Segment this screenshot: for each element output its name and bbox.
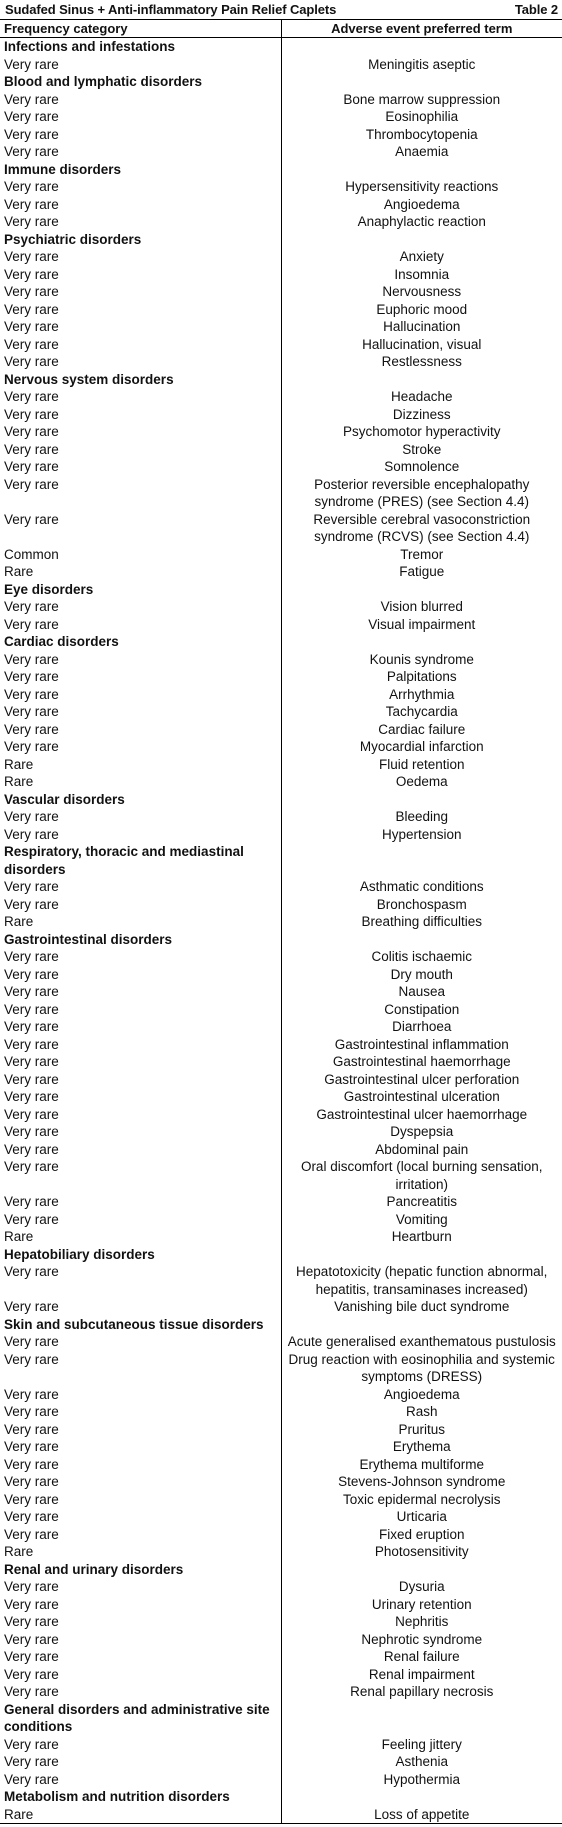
category-label: Renal and urinary disorders bbox=[0, 1561, 281, 1579]
table-row bbox=[0, 1456, 562, 1474]
category-row bbox=[0, 371, 562, 389]
frequency-cell: Very rare bbox=[0, 388, 281, 406]
table-row bbox=[0, 668, 562, 686]
frequency-cell: Very rare bbox=[0, 948, 281, 966]
term-cell: Anaphylactic reaction bbox=[357, 214, 486, 229]
term-cell: Vanishing bile duct syndrome bbox=[334, 1299, 510, 1314]
term-cell: Diarrhoea bbox=[392, 1019, 452, 1034]
frequency-cell: Rare bbox=[0, 563, 281, 581]
term-cell: Feeling jittery bbox=[381, 1736, 462, 1752]
frequency-cell: Very rare bbox=[0, 1333, 281, 1351]
table-row bbox=[0, 458, 562, 476]
frequency-cell: Very rare bbox=[0, 1193, 281, 1211]
term-cell: Constipation bbox=[384, 1001, 460, 1017]
term-cell: Thrombocytopenia bbox=[365, 126, 478, 142]
category-spacer bbox=[281, 1246, 562, 1264]
term-cell: Renal failure bbox=[383, 1649, 460, 1664]
term-cell: Gastrointestinal haemorrhage bbox=[332, 1054, 511, 1069]
frequency-cell: Very rare bbox=[0, 896, 281, 914]
frequency-cell: Very rare bbox=[0, 1508, 281, 1526]
table-row bbox=[0, 616, 562, 634]
term-cell: Dyspepsia bbox=[390, 1124, 454, 1139]
table-row bbox=[0, 721, 562, 739]
table-row bbox=[0, 1071, 562, 1089]
category-row bbox=[0, 1701, 562, 1736]
table-row bbox=[0, 196, 562, 214]
frequency-cell: Very rare bbox=[0, 1141, 281, 1159]
frequency-cell: Very rare bbox=[0, 108, 281, 126]
category-label: Metabolism and nutrition disorders bbox=[0, 1788, 281, 1806]
term-cell: Vomiting bbox=[395, 1211, 448, 1227]
table-row bbox=[0, 1631, 562, 1649]
term-cell: Rash bbox=[405, 1404, 438, 1419]
term-cell: Reversible cerebral vasoconstriction syndrome (RCVS) (see Section 4.4) bbox=[313, 511, 531, 544]
category-row bbox=[0, 1788, 562, 1806]
table-row bbox=[0, 56, 562, 74]
adverse-events-table bbox=[0, 20, 562, 1824]
frequency-cell: Very rare bbox=[0, 336, 281, 354]
table-row bbox=[0, 248, 562, 266]
frequency-cell: Very rare bbox=[0, 511, 281, 546]
frequency-cell: Very rare bbox=[0, 196, 281, 214]
frequency-cell: Very rare bbox=[0, 353, 281, 371]
frequency-cell: Very rare bbox=[0, 178, 281, 196]
term-cell: Bone marrow suppression bbox=[343, 91, 501, 107]
frequency-cell: Very rare bbox=[0, 318, 281, 336]
term-cell: Vision blurred bbox=[380, 599, 463, 614]
frequency-cell: Common bbox=[0, 546, 281, 564]
term-cell: Urticaria bbox=[396, 1509, 447, 1524]
table-row bbox=[0, 896, 562, 914]
table-row bbox=[0, 1753, 562, 1771]
category-spacer bbox=[281, 371, 562, 389]
table-row bbox=[0, 423, 562, 441]
frequency-cell: Very rare bbox=[0, 721, 281, 739]
term-cell: Gastrointestinal inflammation bbox=[334, 1036, 509, 1052]
table-row bbox=[0, 1263, 562, 1298]
table-header-row bbox=[0, 20, 562, 38]
table-row bbox=[0, 178, 562, 196]
frequency-cell: Very rare bbox=[0, 651, 281, 669]
column-header-frequency: Frequency category bbox=[0, 20, 281, 38]
term-cell: Oedema bbox=[395, 774, 448, 789]
table-row bbox=[0, 1508, 562, 1526]
frequency-cell: Very rare bbox=[0, 1456, 281, 1474]
table-row bbox=[0, 1193, 562, 1211]
frequency-cell: Very rare bbox=[0, 1438, 281, 1456]
frequency-cell: Very rare bbox=[0, 1736, 281, 1754]
table-row bbox=[0, 1683, 562, 1701]
category-spacer bbox=[281, 581, 562, 599]
table-row bbox=[0, 266, 562, 284]
term-cell: Tachycardia bbox=[385, 704, 458, 719]
frequency-cell: Very rare bbox=[0, 91, 281, 109]
table-row bbox=[0, 546, 562, 564]
term-cell: Nephrotic syndrome bbox=[361, 1631, 483, 1647]
category-label: Vascular disorders bbox=[0, 791, 281, 809]
frequency-cell: Very rare bbox=[0, 406, 281, 424]
term-cell: Restlessness bbox=[381, 354, 462, 369]
term-cell: Tremor bbox=[400, 546, 444, 562]
term-cell: Pancreatitis bbox=[386, 1194, 458, 1209]
frequency-cell: Very rare bbox=[0, 1053, 281, 1071]
category-row bbox=[0, 231, 562, 249]
term-cell: Stroke bbox=[402, 441, 442, 457]
table-row bbox=[0, 1001, 562, 1019]
frequency-cell: Very rare bbox=[0, 1263, 281, 1298]
category-spacer bbox=[281, 1561, 562, 1579]
term-cell: Angioedema bbox=[383, 1386, 460, 1402]
frequency-cell: Very rare bbox=[0, 826, 281, 844]
table-row bbox=[0, 1141, 562, 1159]
table-row bbox=[0, 1421, 562, 1439]
table-row bbox=[0, 213, 562, 231]
table-body bbox=[0, 38, 562, 1824]
table-row bbox=[0, 1088, 562, 1106]
category-label: Hepatobiliary disorders bbox=[0, 1246, 281, 1264]
table-row bbox=[0, 1386, 562, 1404]
table-row bbox=[0, 1298, 562, 1316]
frequency-cell: Rare bbox=[0, 756, 281, 774]
table-row bbox=[0, 966, 562, 984]
term-cell: Fixed eruption bbox=[378, 1526, 465, 1542]
term-cell: Hallucination bbox=[383, 319, 461, 334]
category-label: General disorders and administrative site conditions bbox=[0, 1701, 281, 1736]
term-cell: Urinary retention bbox=[371, 1596, 472, 1612]
term-cell: Stevens-Johnson syndrome bbox=[338, 1474, 506, 1489]
frequency-cell: Very rare bbox=[0, 1473, 281, 1491]
table-row bbox=[0, 1613, 562, 1631]
frequency-cell: Very rare bbox=[0, 1578, 281, 1596]
table-row bbox=[0, 1211, 562, 1229]
table-row bbox=[0, 1771, 562, 1789]
frequency-cell: Very rare bbox=[0, 1071, 281, 1089]
frequency-cell: Very rare bbox=[0, 668, 281, 686]
term-cell: Somnolence bbox=[384, 459, 460, 474]
table-row bbox=[0, 406, 562, 424]
frequency-cell: Very rare bbox=[0, 301, 281, 319]
table-row bbox=[0, 1123, 562, 1141]
category-row bbox=[0, 633, 562, 651]
category-label: Gastrointestinal disorders bbox=[0, 931, 281, 949]
category-spacer bbox=[281, 1316, 562, 1334]
table-row bbox=[0, 511, 562, 546]
table-row bbox=[0, 108, 562, 126]
category-spacer bbox=[281, 231, 562, 249]
table-row bbox=[0, 1578, 562, 1596]
term-cell: Hypothermia bbox=[383, 1771, 461, 1787]
frequency-cell: Very rare bbox=[0, 1648, 281, 1666]
term-cell: Cardiac failure bbox=[378, 721, 466, 737]
term-cell: Dizziness bbox=[392, 406, 451, 422]
table-row bbox=[0, 1543, 562, 1561]
category-spacer bbox=[281, 1701, 562, 1736]
term-cell: Gastrointestinal ulcer perforation bbox=[324, 1071, 520, 1087]
term-cell: Fluid retention bbox=[378, 756, 465, 772]
term-cell: Hallucination, visual bbox=[362, 336, 482, 352]
table-row bbox=[0, 1018, 562, 1036]
table-row bbox=[0, 1526, 562, 1544]
category-spacer bbox=[281, 38, 562, 56]
table-row bbox=[0, 1106, 562, 1124]
table-row bbox=[0, 1596, 562, 1614]
term-cell: Abdominal pain bbox=[375, 1141, 469, 1157]
table-row bbox=[0, 126, 562, 144]
frequency-cell: Very rare bbox=[0, 441, 281, 459]
frequency-cell: Rare bbox=[0, 773, 281, 791]
term-cell: Drug reaction with eosinophilia and systemic symptoms (DRESS) bbox=[288, 1351, 555, 1384]
category-spacer bbox=[281, 791, 562, 809]
frequency-cell: Very rare bbox=[0, 1211, 281, 1229]
category-row bbox=[0, 1316, 562, 1334]
term-cell: Posterior reversible encephalopathy syndrome (PRES) (see Section 4.4) bbox=[314, 476, 530, 509]
term-cell: Dry mouth bbox=[390, 966, 453, 982]
frequency-cell: Very rare bbox=[0, 476, 281, 511]
term-cell: Kounis syndrome bbox=[369, 651, 474, 667]
category-row bbox=[0, 581, 562, 599]
table-row bbox=[0, 1053, 562, 1071]
frequency-cell: Rare bbox=[0, 1806, 281, 1824]
frequency-cell: Very rare bbox=[0, 248, 281, 266]
frequency-cell: Very rare bbox=[0, 126, 281, 144]
term-cell: Fatigue bbox=[399, 564, 445, 579]
table-row bbox=[0, 91, 562, 109]
document-title: Sudafed Sinus + Anti-inflammatory Pain Relief Caplets bbox=[5, 2, 337, 17]
term-cell: Erythema multiforme bbox=[359, 1456, 485, 1472]
column-header-term: Adverse event preferred term bbox=[281, 20, 562, 38]
table-row bbox=[0, 1158, 562, 1193]
term-cell: Euphoric mood bbox=[376, 301, 468, 317]
category-spacer bbox=[281, 843, 562, 878]
frequency-cell: Very rare bbox=[0, 56, 281, 74]
frequency-cell: Very rare bbox=[0, 808, 281, 826]
table-row bbox=[0, 1666, 562, 1684]
category-label: Skin and subcutaneous tissue disorders bbox=[0, 1316, 281, 1334]
frequency-cell: Rare bbox=[0, 1543, 281, 1561]
table-row bbox=[0, 756, 562, 774]
term-cell: Asthmatic conditions bbox=[359, 879, 484, 894]
frequency-cell: Very rare bbox=[0, 738, 281, 756]
term-cell: Loss of appetite bbox=[281, 1806, 562, 1824]
term-cell: Gastrointestinal ulcer haemorrhage bbox=[316, 1106, 528, 1122]
category-row bbox=[0, 791, 562, 809]
table-row bbox=[0, 336, 562, 354]
frequency-cell: Very rare bbox=[0, 1631, 281, 1649]
table-row bbox=[0, 563, 562, 581]
table-row bbox=[0, 773, 562, 791]
table-row bbox=[0, 1403, 562, 1421]
frequency-cell: Very rare bbox=[0, 1088, 281, 1106]
term-cell: Pruritus bbox=[398, 1421, 445, 1437]
category-row bbox=[0, 1246, 562, 1264]
table-row bbox=[0, 1491, 562, 1509]
frequency-cell: Very rare bbox=[0, 1123, 281, 1141]
term-cell: Toxic epidermal necrolysis bbox=[342, 1491, 501, 1507]
category-row bbox=[0, 73, 562, 91]
table-row bbox=[0, 983, 562, 1001]
table-row bbox=[0, 738, 562, 756]
frequency-cell: Very rare bbox=[0, 1403, 281, 1421]
table-row bbox=[0, 353, 562, 371]
frequency-cell: Very rare bbox=[0, 1613, 281, 1631]
frequency-cell: Very rare bbox=[0, 1526, 281, 1544]
term-cell: Erythema bbox=[392, 1439, 451, 1454]
table-row bbox=[0, 808, 562, 826]
table-row bbox=[0, 1806, 562, 1824]
term-cell: Visual impairment bbox=[368, 616, 476, 632]
table-row bbox=[0, 1036, 562, 1054]
table-row bbox=[0, 913, 562, 931]
category-row bbox=[0, 843, 562, 878]
table-row bbox=[0, 283, 562, 301]
category-row bbox=[0, 161, 562, 179]
category-spacer bbox=[281, 1788, 562, 1806]
table-row bbox=[0, 826, 562, 844]
term-cell: Myocardial infarction bbox=[359, 739, 484, 754]
table-row bbox=[0, 878, 562, 896]
term-cell: Acute generalised exanthematous pustulosis bbox=[287, 1334, 556, 1349]
category-spacer bbox=[281, 73, 562, 91]
category-row bbox=[0, 931, 562, 949]
term-cell: Hypertension bbox=[381, 826, 462, 842]
term-cell: Hepatotoxicity (hepatic function abnormal, hepatitis, transaminases increased) bbox=[296, 1264, 548, 1297]
term-cell: Anxiety bbox=[399, 249, 444, 264]
term-cell: Bronchospasm bbox=[376, 896, 467, 912]
frequency-cell: Very rare bbox=[0, 983, 281, 1001]
term-cell: Gastrointestinal ulceration bbox=[343, 1089, 500, 1104]
term-cell: Insomnia bbox=[394, 266, 450, 282]
table-row bbox=[0, 1351, 562, 1386]
category-label: Infections and infestations bbox=[0, 38, 281, 56]
category-label: Psychiatric disorders bbox=[0, 231, 281, 249]
frequency-cell: Very rare bbox=[0, 878, 281, 896]
table-row bbox=[0, 1473, 562, 1491]
term-cell: Angioedema bbox=[383, 196, 460, 212]
table-row bbox=[0, 441, 562, 459]
frequency-cell: Very rare bbox=[0, 458, 281, 476]
table-row bbox=[0, 703, 562, 721]
term-cell: Headache bbox=[390, 389, 453, 404]
table-row bbox=[0, 1438, 562, 1456]
frequency-cell: Very rare bbox=[0, 966, 281, 984]
term-cell: Nervousness bbox=[382, 284, 462, 299]
term-cell: Breathing difficulties bbox=[361, 914, 483, 929]
category-label: Blood and lymphatic disorders bbox=[0, 73, 281, 91]
category-label: Immune disorders bbox=[0, 161, 281, 179]
term-cell: Renal impairment bbox=[368, 1666, 475, 1682]
frequency-cell: Very rare bbox=[0, 1298, 281, 1316]
table-row bbox=[0, 301, 562, 319]
term-cell: Nephritis bbox=[395, 1614, 449, 1629]
frequency-cell: Very rare bbox=[0, 1158, 281, 1193]
frequency-cell: Very rare bbox=[0, 1386, 281, 1404]
frequency-cell: Very rare bbox=[0, 143, 281, 161]
frequency-cell: Very rare bbox=[0, 598, 281, 616]
term-cell: Anaemia bbox=[395, 144, 449, 159]
frequency-cell: Very rare bbox=[0, 1666, 281, 1684]
frequency-cell: Very rare bbox=[0, 1018, 281, 1036]
term-cell: Heartburn bbox=[391, 1229, 452, 1244]
frequency-cell: Very rare bbox=[0, 1106, 281, 1124]
term-cell: Palpitations bbox=[386, 669, 457, 684]
table-row bbox=[0, 948, 562, 966]
category-spacer bbox=[281, 161, 562, 179]
term-cell: Renal papillary necrosis bbox=[350, 1684, 494, 1699]
table-row bbox=[0, 1228, 562, 1246]
frequency-cell: Very rare bbox=[0, 1771, 281, 1789]
category-row bbox=[0, 38, 562, 56]
term-cell: Colitis ischaemic bbox=[371, 949, 473, 964]
category-label: Nervous system disorders bbox=[0, 371, 281, 389]
table-row bbox=[0, 651, 562, 669]
term-cell: Eosinophilia bbox=[385, 109, 459, 124]
table-row bbox=[0, 1648, 562, 1666]
frequency-cell: Very rare bbox=[0, 266, 281, 284]
frequency-cell: Very rare bbox=[0, 423, 281, 441]
category-row bbox=[0, 1561, 562, 1579]
category-spacer bbox=[281, 931, 562, 949]
table-row bbox=[0, 318, 562, 336]
frequency-cell: Very rare bbox=[0, 213, 281, 231]
term-cell: Photosensitivity bbox=[374, 1544, 469, 1559]
term-cell: Meningitis aseptic bbox=[368, 56, 476, 72]
table-row bbox=[0, 598, 562, 616]
table-row bbox=[0, 388, 562, 406]
term-cell: Dysuria bbox=[398, 1579, 445, 1594]
table-row bbox=[0, 1736, 562, 1754]
term-cell: Psychomotor hyperactivity bbox=[342, 424, 501, 439]
table-label: Table 2 bbox=[514, 2, 558, 17]
frequency-cell: Rare bbox=[0, 913, 281, 931]
term-cell: Asthenia bbox=[395, 1754, 449, 1769]
category-spacer bbox=[281, 633, 562, 651]
term-cell: Oral discomfort (local burning sensation, irritation) bbox=[300, 1159, 543, 1192]
document-header bbox=[0, 0, 562, 20]
term-cell: Arrhythmia bbox=[389, 686, 455, 702]
frequency-cell: Rare bbox=[0, 1228, 281, 1246]
term-cell: Hypersensitivity reactions bbox=[345, 179, 499, 194]
table-row bbox=[0, 476, 562, 511]
table-row bbox=[0, 1333, 562, 1351]
term-cell: Bleeding bbox=[395, 809, 449, 824]
term-cell: Nausea bbox=[398, 984, 446, 999]
frequency-cell: Very rare bbox=[0, 703, 281, 721]
frequency-cell: Very rare bbox=[0, 1001, 281, 1019]
frequency-cell: Very rare bbox=[0, 686, 281, 704]
table-row bbox=[0, 686, 562, 704]
category-label: Cardiac disorders bbox=[0, 633, 281, 651]
category-label: Eye disorders bbox=[0, 581, 281, 599]
frequency-cell: Very rare bbox=[0, 1036, 281, 1054]
frequency-cell: Very rare bbox=[0, 1421, 281, 1439]
frequency-cell: Very rare bbox=[0, 1683, 281, 1701]
category-label: Respiratory, thoracic and mediastinal disorders bbox=[0, 843, 281, 878]
frequency-cell: Very rare bbox=[0, 1753, 281, 1771]
frequency-cell: Very rare bbox=[0, 616, 281, 634]
frequency-cell: Very rare bbox=[0, 1351, 281, 1386]
frequency-cell: Very rare bbox=[0, 1596, 281, 1614]
frequency-cell: Very rare bbox=[0, 1491, 281, 1509]
table-row bbox=[0, 143, 562, 161]
frequency-cell: Very rare bbox=[0, 283, 281, 301]
